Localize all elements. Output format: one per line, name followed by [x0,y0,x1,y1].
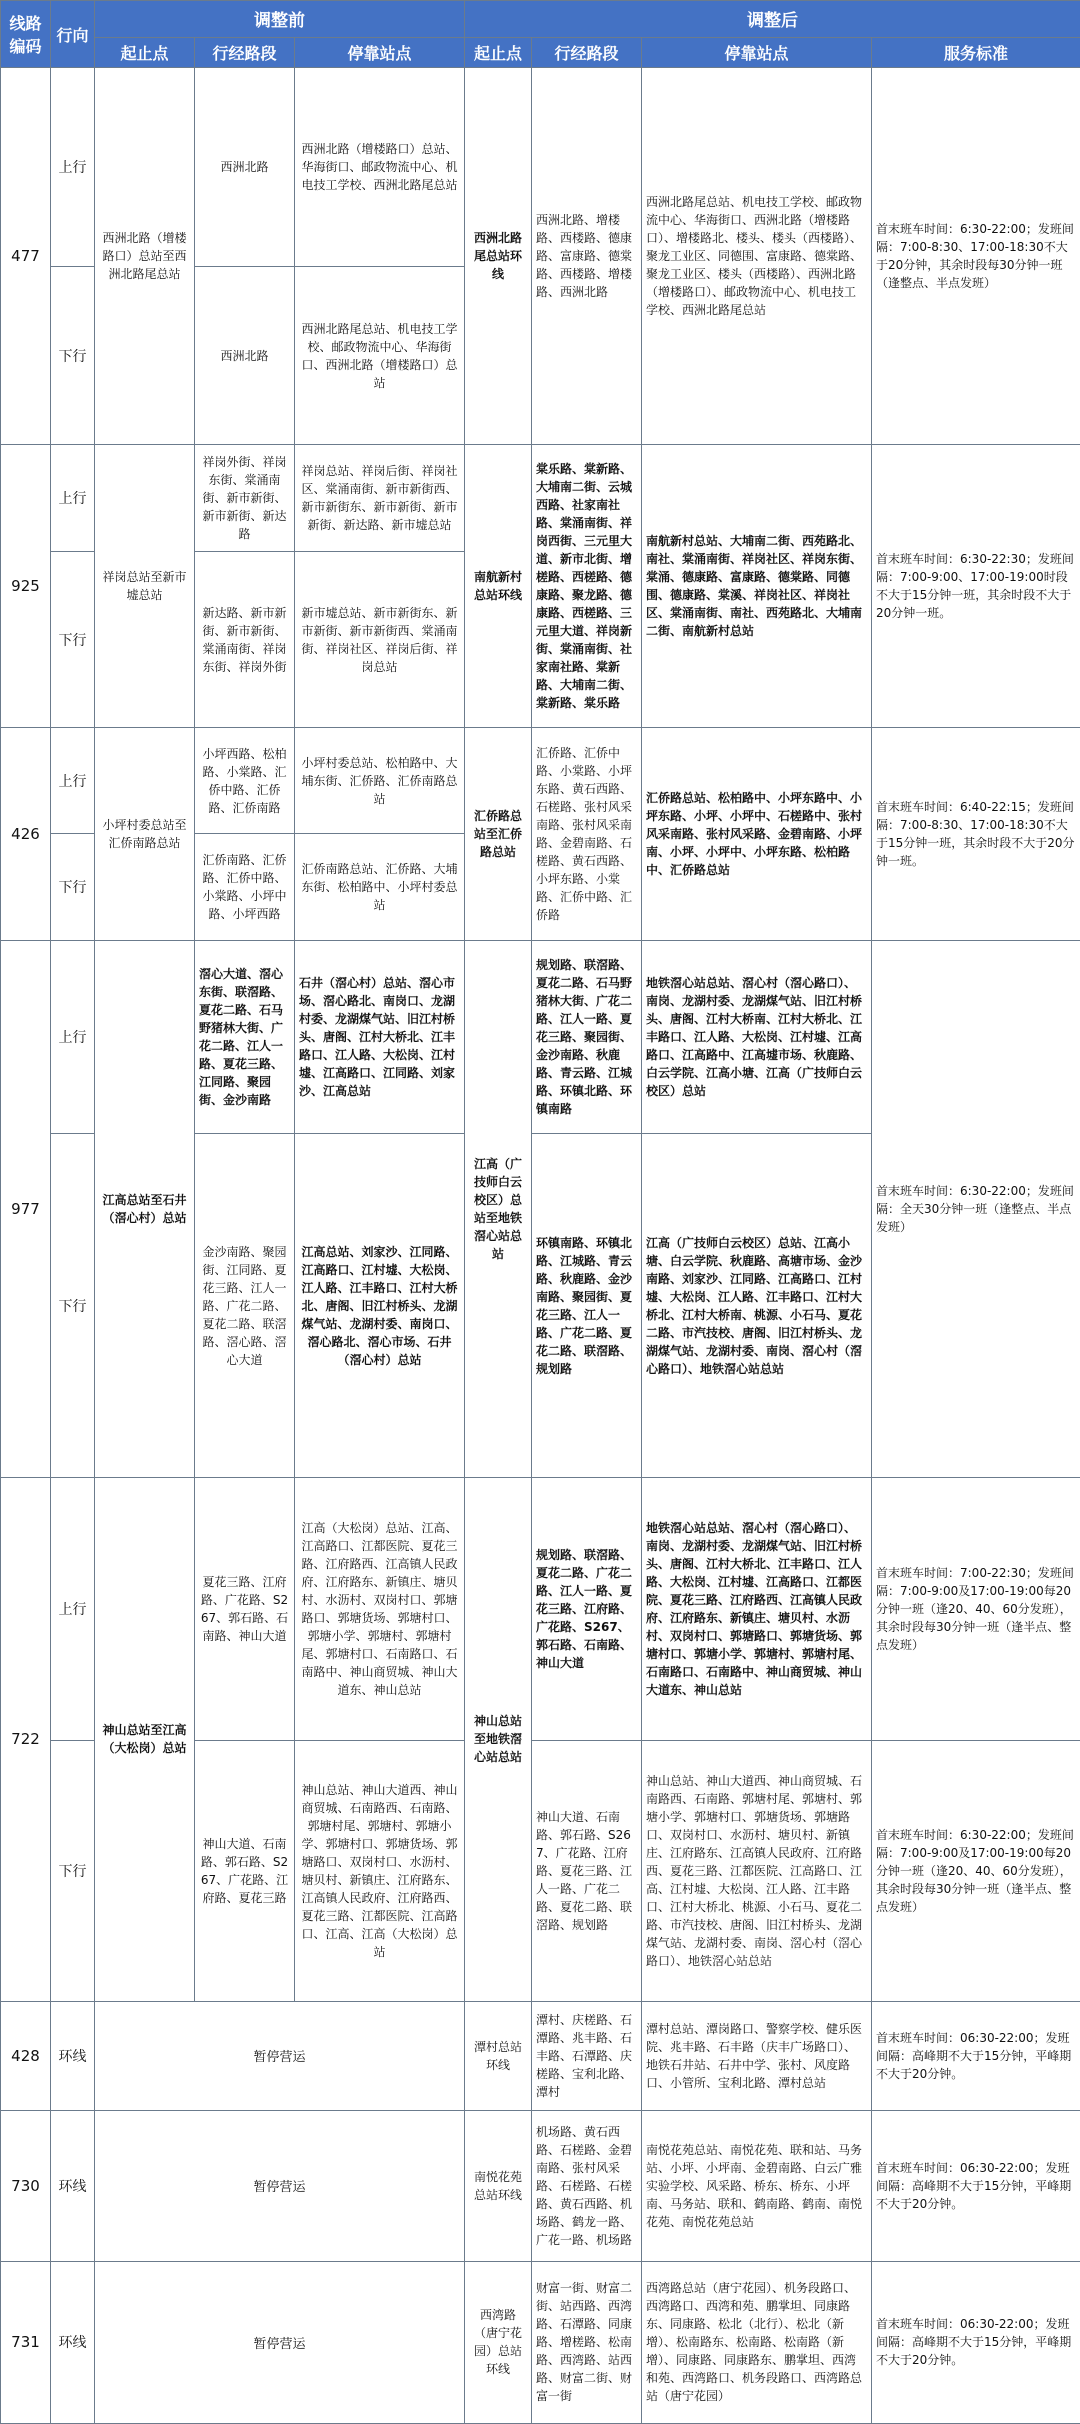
table-row [1,2261,1080,2423]
after-start-end: 南悦花苑总站环线 [465,2110,532,2261]
after-segment: 环镇南路、环镇北路、江城路、青云路、秋鹿路、金沙南路、聚园街、夏花三路、江人一路、广花二路、夏花二路、联滘路、规划路 [532,1134,642,1478]
before-segment: 新达路、新市新街、新市新街、棠涌南街、祥岗东街、祥岗外街 [195,551,295,727]
after-segment: 财富一街、财富二街、站西路、西湾路、石潭路、同康路、增槎路、松南路、西湾路、站西路、财富二街、财富一街 [532,2261,642,2423]
after-stops: 西湾路总站（唐宁花园）、机务段路口、西湾路口、西湾和苑、鹏掌坦、同康路东、同康路、松北（北行）、松北（新增）、松南路东、松南路、松南路（新增）、同康路、同康路东、鹏掌坦、西湾和苑、西湾路口、机务段路口、西湾路总站（唐宁花园） [642,2261,872,2423]
header-before-segment: 行经路段 [195,37,295,68]
service-standard-up: 首末班车时间：7:00-22:30；发班间隔：7:00-9:00及17:00-19:00每20分钟一班（逢20、40、60分发班），其余时段每30分钟一班（逢半点、整点发班） [872,1478,1080,1741]
suspended-status: 暂停营运 [95,2261,465,2423]
header-after-stops: 停靠站点 [642,37,872,68]
header-after-segment: 行经路段 [532,37,642,68]
direction-down: 下行 [51,1741,95,2001]
before-segment: 西洲北路 [195,267,295,445]
after-segment: 棠乐路、棠新路、大埔南二街、云城西路、社家南社路、棠涌南街、祥岗西街、三元里大道、新市北街、增槎路、西槎路、德康路、聚龙路、德康路、西槎路、三元里大道、祥岗新街、棠涌南街、社家南社路、棠新路、大埔南二街、棠新路、棠乐路 [532,444,642,728]
direction-up: 上行 [51,68,95,267]
line-code-426: 426 [1,728,51,940]
before-start-end: 祥岗总站至新市墟总站 [95,444,195,728]
before-start-end: 江高总站至石井（滘心村）总站 [95,940,195,1478]
before-segment: 小坪西路、松柏路、小棠路、汇侨中路、汇侨路、汇侨南路 [195,728,295,834]
before-segment: 汇侨南路、汇侨路、汇侨中路、小棠路、小坪中路、小坪西路 [195,834,295,940]
header-after: 调整后 [465,1,1080,38]
line-code-428: 428 [1,2001,51,2110]
service-standard-down: 首末班车时间：6:30-22:00；发班间隔：7:00-9:00及17:00-19:00每20分钟一班（逢20、40、60分发班），其余时段每30分钟一班（逢半点、整点发班） [872,1741,1080,2001]
header-direction: 行向 [51,1,95,68]
before-start-end: 小坪村委总站至汇侨南路总站 [95,728,195,940]
after-start-end: 西洲北路尾总站环线 [465,68,532,444]
after-segment: 汇侨路、汇侨中路、小棠路、小坪东路、黄石西路、石槎路、张村风采南路、张村风采南路、金碧南路、石槎路、黄石西路、小坪东路、小棠路、汇侨中路、汇侨路 [532,728,642,940]
direction-up: 上行 [51,1478,95,1741]
service-standard: 首末班车时间：06:30-22:00；发班间隔：高峰期不大于15分钟，平峰期不大于20分钟。 [872,2261,1080,2423]
header-line-code: 线路编码 [1,1,51,68]
before-segment: 滘心大道、滘心东街、联滘路、夏花二路、石马野猪林大街、广花二路、江人一路、夏花三路、江同路、聚园街、金沙南路 [195,940,295,1134]
header-before-start-end: 起止点 [95,37,195,68]
before-segment: 西洲北路 [195,68,295,267]
before-segment: 金沙南路、聚园街、江同路、夏花三路、江人一路、广花二路、夏花二路、联滘路、滘心路、滘心大道 [195,1134,295,1478]
after-segment: 潭村、庆槎路、石潭路、兆丰路、石丰路、石潭路、庆槎路、宝利北路、潭村 [532,2001,642,2110]
service-standard: 首末班车时间：6:30-22:00；发班间隔：全天30分钟一班（逢整点、半点发班） [872,940,1080,1478]
after-stops: 地铁滘心站总站、滘心村（滘心路口）、南岗、龙湖村委、龙湖煤气站、旧江村桥头、唐阁、江村大桥北、江丰路口、江人路、大松岗、江村墟、江高路口、江都医院、夏花三路、江府路西、江高镇人民政府、江府路东、新镇庄、塘贝村、水沥村、双岗村口、郭塘路口、郭塘货场、郭塘村口、郭塘小学、郭塘村、郭塘村尾、石南路口、石南路中、神山商贸城、神山大道东、神山总站 [642,1478,872,1741]
suspended-status: 暂停营运 [95,2110,465,2261]
before-stops: 石井（滘心村）总站、滘心市场、滘心路北、南岗口、龙湖村委、龙湖煤气站、旧江村桥头、唐阁、江村大桥北、江丰路口、江人路、大松岗、江村墟、江高路口、江同路、刘家沙、江高总站 [295,940,465,1134]
direction-up: 上行 [51,728,95,834]
table-row [1,940,1080,1134]
direction-down: 下行 [51,834,95,940]
after-stops: 江高（广技师白云校区）总站、江高小塘、白云学院、秋鹿路、高塘市场、金沙南路、刘家沙、江同路、江高路口、江村墟、大松岗、江人路、江丰路口、江村大桥北、江村大桥南、桃源、小石马、夏花二路、市汽技校、唐阁、旧江村桥头、龙湖煤气站、龙湖村委、南岗、滘心村（滘心路口）、地铁滘心站总站 [642,1134,872,1478]
after-start-end: 西湾路（唐宁花园）总站环线 [465,2261,532,2423]
before-segment: 神山大道、石南路、郭石路、S267、广花路、江府路、夏花三路 [195,1741,295,2001]
after-stops: 潭村总站、潭岗路口、警察学校、健乐医院、兆丰路、石丰路（庆丰广场路口）、地铁石井站、石井中学、张村、风度路口、小管所、宝利北路、潭村总站 [642,2001,872,2110]
direction-down: 下行 [51,267,95,445]
service-standard: 首末班车时间：6:30-22:00；发班间隔：7:00-8:30、17:00-18:30不大于20分钟，其余时段每30分钟一班（逢整点、半点发班） [872,68,1080,444]
after-segment: 神山大道、石南路、郭石路、S267、广花路、江府路、夏花三路、江人一路、广花二路、夏花二路、联滘路、规划路 [532,1741,642,2001]
after-stops: 地铁滘心站总站、滘心村（滘心路口）、南岗、龙湖村委、龙湖煤气站、旧江村桥头、唐阁、江村大桥南、江村大桥北、江丰路口、江人路、大松岗、江村墟、江高路口、江高路中、江高墟市场、秋鹿路、白云学院、江高小塘、江高（广技师白云校区）总站 [642,940,872,1134]
after-stops: 南悦花苑总站、南悦花苑、联和站、马务站、小坪、小坪南、金碧南路、白云广雅实验学校、风采路、桥东、桥东、小坪南、马务站、联和、鹤南路、鹤南、南悦花苑、南悦花苑总站 [642,2110,872,2261]
after-stops: 南航新村总站、大埔南二街、西苑路北、南社、棠涌南街、祥岗社区、祥岗东街、棠涌、德康路、富康路、德棠路、同德围、德康路、棠溪、祥岗社区、祥岗社区、棠涌南街、南社、西苑路北、大埔南二街、南航新村总站 [642,444,872,728]
before-stops: 西洲北路（增楼路口）总站、华海街口、邮政物流中心、机电技工学校、西洲北路尾总站 [295,68,465,267]
line-code-477: 477 [1,68,51,444]
before-segment: 夏花三路、江府路、广花路、S267、郭石路、石南路、神山大道 [195,1478,295,1741]
table-row [1,1478,1080,1741]
before-stops: 西洲北路尾总站、机电技工学校、邮政物流中心、华海街口、西洲北路（增楼路口）总站 [295,267,465,445]
after-segment: 机场路、黄石西路、石槎路、金碧南路、张村风采路、石槎路、石槎路、黄石西路、机场路、鹤龙一路、广花一路、机场路 [532,2110,642,2261]
direction-loop: 环线 [51,2261,95,2423]
line-code-731: 731 [1,2261,51,2423]
service-standard: 首末班车时间：6:30-22:30；发班间隔：7:00-9:00、17:00-19:00时段不大于15分钟一班，其余时段不大于20分钟一班。 [872,444,1080,728]
line-code-722: 722 [1,1478,51,2001]
table-row [1,68,1080,267]
before-stops: 神山总站、神山大道西、神山商贸城、石南路西、石南路、郭塘村尾、郭塘村、郭塘小学、郭塘村口、郭塘货场、郭塘路口、双岗村口、水沥村、塘贝村、新镇庄、江府路东、江高镇人民政府、江府路西、夏花三路、江都医院、江高路口、江高、江高（大松岗）总站 [295,1741,465,2001]
header-before: 调整前 [95,1,465,38]
before-stops: 汇侨南路总站、汇侨路、大埔东街、松柏路中、小坪村委总站 [295,834,465,940]
before-stops: 江高总站、刘家沙、江同路、江高路口、江村墟、大松岗、江人路、江丰路口、江村大桥北、唐阁、旧江村桥头、龙湖煤气站、龙湖村委、南岗口、滘心路北、滘心市场、石井（滘心村）总站 [295,1134,465,1478]
after-start-end: 汇侨路总站至汇侨路总站 [465,728,532,940]
before-stops: 祥岗总站、祥岗后街、祥岗社区、棠涌南街、新市新街西、新市新街东、新市新街、新市新街、新达路、新市墟总站 [295,444,465,551]
before-stops: 新市墟总站、新市新街东、新市新街、新市新街西、棠涌南街、祥岗社区、祥岗后街、祥岗总站 [295,551,465,727]
line-code-925: 925 [1,444,51,728]
before-segment: 祥岗外街、祥岗东街、棠涌南街、新市新街、新市新街、新达路 [195,444,295,551]
direction-up: 上行 [51,444,95,551]
after-stops: 汇侨路总站、松柏路中、小坪东路中、小坪东路、小坪、小坪中、石槎路中、张村风采南路、张村风采路、金碧南路、小坪南、小坪、小坪中、小坪东路、松柏路中、汇侨路总站 [642,728,872,940]
after-segment: 西洲北路、增楼路、西楼路、德康路、富康路、德棠路、西楼路、增楼路、西洲北路 [532,68,642,444]
after-start-end: 江高（广技师白云校区）总站至地铁滘心站总站 [465,940,532,1478]
table-row [1,728,1080,834]
direction-up: 上行 [51,940,95,1134]
table-row [1,2001,1080,2110]
header-before-stops: 停靠站点 [295,37,465,68]
table-row [1,2110,1080,2261]
before-stops: 小坪村委总站、松柏路中、大埔东街、汇侨路、汇侨南路总站 [295,728,465,834]
service-standard: 首末班车时间：06:30-22:00；发班间隔：高峰期不大于15分钟，平峰期不大于20分钟。 [872,2001,1080,2110]
service-standard: 首末班车时间：06:30-22:00；发班间隔：高峰期不大于15分钟，平峰期不大于20分钟。 [872,2110,1080,2261]
after-segment: 规划路、联滘路、夏花二路、广花二路、江人一路、夏花三路、江府路、广花路、S267、郭石路、石南路、神山大道 [532,1478,642,1741]
line-code-730: 730 [1,2110,51,2261]
after-start-end: 潭村总站环线 [465,2001,532,2110]
line-code-977: 977 [1,940,51,1478]
after-segment: 规划路、联滘路、夏花二路、石马野猪林大街、广花二路、江人一路、夏花三路、聚园街、金沙南路、秋鹿路、青云路、江城路、环镇北路、环镇南路 [532,940,642,1134]
before-start-end: 西洲北路（增楼路口）总站至西洲北路尾总站 [95,68,195,444]
after-stops: 西洲北路尾总站、机电技工学校、邮政物流中心、华海街口、西洲北路（增楼路口）、增楼路北、楼头、楼头（西楼路）、聚龙工业区、同德围、富康路、德棠路、聚龙工业区、楼头（西楼路）、西洲北路（增楼路口）、邮政物流中心、机电技工学校、西洲北路尾总站 [642,68,872,444]
direction-down: 下行 [51,551,95,727]
before-start-end: 神山总站至江高（大松岗）总站 [95,1478,195,2001]
service-standard: 首末班车时间：6:40-22:15；发班间隔：7:00-8:30、17:00-18:30不大于15分钟一班，其余时段不大于20分钟一班。 [872,728,1080,940]
table-row [1,444,1080,551]
after-start-end: 神山总站至地铁滘心站总站 [465,1478,532,2001]
suspended-status: 暂停营运 [95,2001,465,2110]
header-after-start-end: 起止点 [465,37,532,68]
direction-loop: 环线 [51,2001,95,2110]
direction-down: 下行 [51,1134,95,1478]
direction-loop: 环线 [51,2110,95,2261]
after-stops: 神山总站、神山大道西、神山商贸城、石南路西、石南路、郭塘村尾、郭塘村、郭塘小学、郭塘村口、郭塘货场、郭塘路口、双岗村口、水沥村、塘贝村、新镇庄、江府路东、江高镇人民政府、江府路西、夏花三路、江都医院、江高路口、江高、江村墟、大松岗、江人路、江丰路口、江村大桥北、桃源、小石马、夏花二路、市汽技校、唐阁、旧江村桥头、龙湖煤气站、龙湖村委、南岗、滘心村（滘心路口）、地铁滘心站总站 [642,1741,872,2001]
header-service: 服务标准 [872,37,1080,68]
after-start-end: 南航新村总站环线 [465,444,532,728]
before-stops: 江高（大松岗）总站、江高、江高路口、江都医院、夏花三路、江府路西、江高镇人民政府、江府路东、新镇庄、塘贝村、水沥村、双岗村口、郭塘路口、郭塘货场、郭塘村口、郭塘小学、郭塘村、郭塘村尾、郭塘村口、石南路口、石南路中、神山商贸城、神山大道东、神山总站 [295,1478,465,1741]
